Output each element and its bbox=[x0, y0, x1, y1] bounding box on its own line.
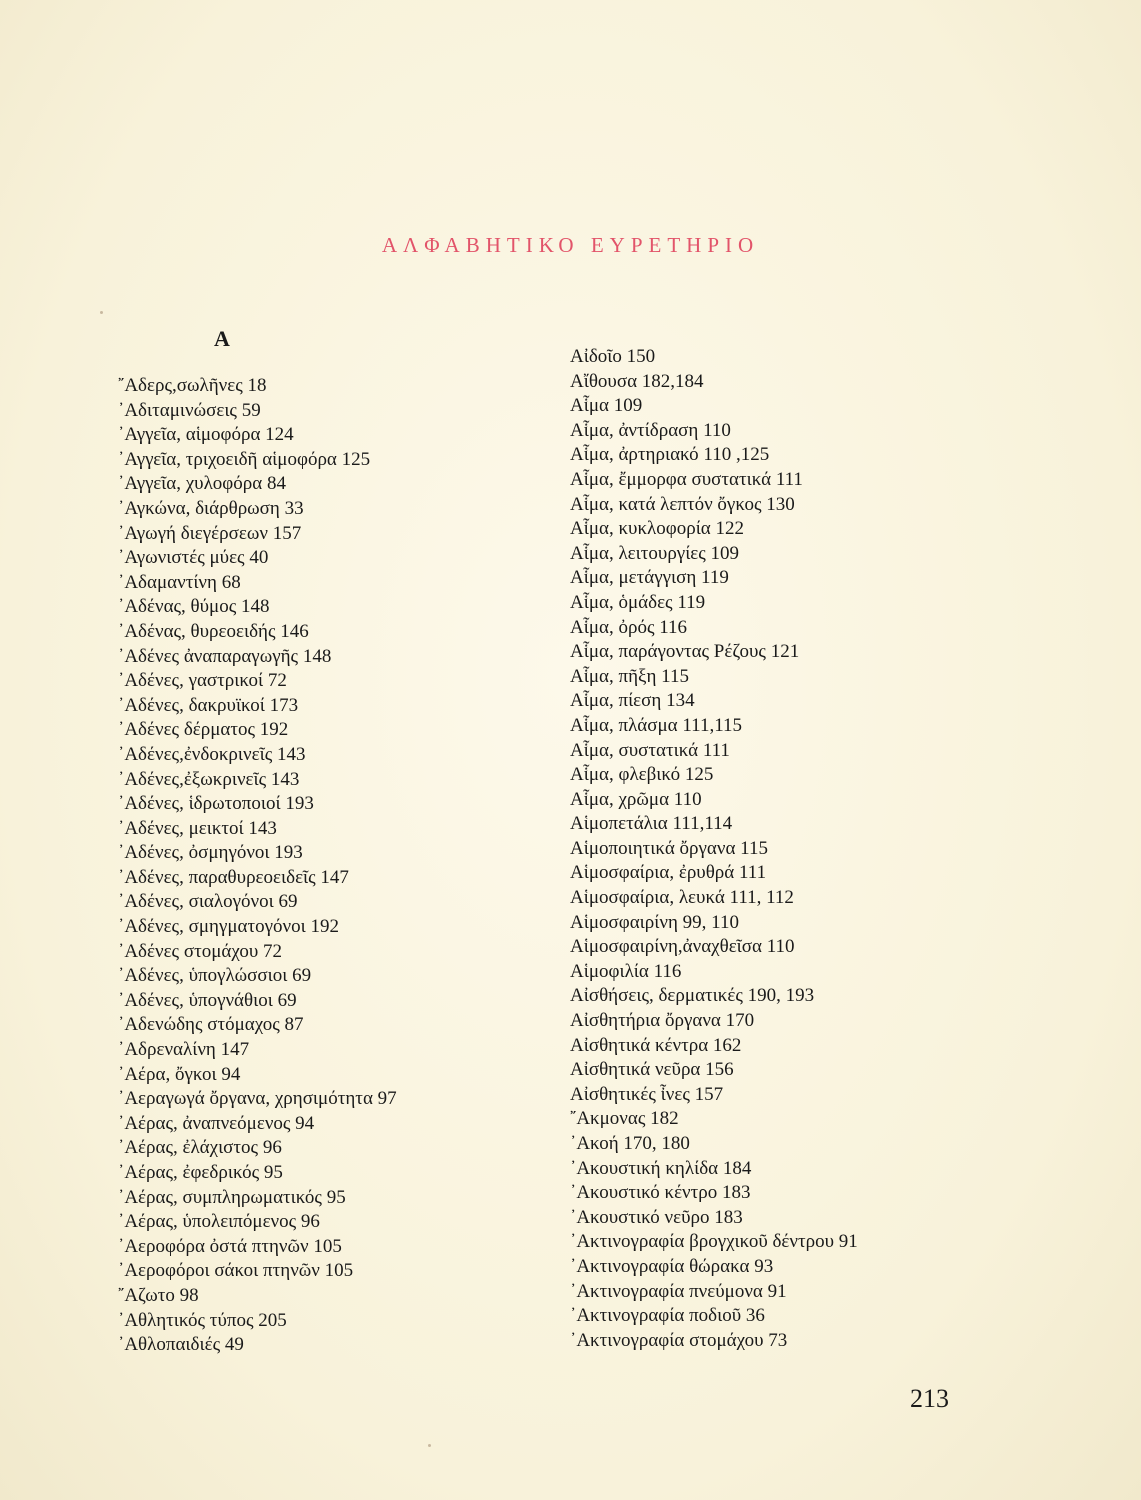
index-entry: ᾿Αδένες, παραθυρεοειδεῖς 147 bbox=[118, 866, 349, 888]
index-entry: Αἰδοῖο 150 bbox=[570, 346, 656, 367]
index-entry: ᾿Αδένες, δακρυϊκοί 173 bbox=[118, 694, 299, 716]
index-entry: ᾿Αδρεναλίνη 147 bbox=[118, 1039, 250, 1061]
index-entry: Αἷμα, συστατικά 111 bbox=[570, 739, 730, 761]
index-entry: ᾿Αθλητικός τύπος 205 bbox=[118, 1309, 287, 1331]
index-entry: ᾿Αγωγή διεγέρσεων 157 bbox=[118, 522, 302, 544]
index-entry: ᾿Αέρας, ὑπολειπόμενος 96 bbox=[118, 1211, 320, 1233]
index-column-left bbox=[118, 374, 528, 1358]
index-entry: Αἷμα, ἀρτηριακό 110 ,125 bbox=[570, 444, 770, 466]
index-entry: ᾿Αέρας, ἐλάχιστος 96 bbox=[118, 1137, 282, 1159]
index-entry: Αἷμα, λειτουργίες 109 bbox=[570, 542, 740, 564]
index-entry: ᾿Ακουστικό κέντρο 183 bbox=[570, 1182, 751, 1204]
index-entry: ᾿Αγωνιστές μύες 40 bbox=[118, 547, 269, 569]
index-entry: ᾿Αδένες δέρματος 192 bbox=[118, 719, 289, 741]
index-entry: Αἰσθητικά νεῦρα 156 bbox=[570, 1059, 734, 1081]
index-entry: ᾿Ακτινογραφία θώρακα 93 bbox=[570, 1255, 774, 1277]
index-entry: Αἷμα, παράγοντας Ρέζους 121 bbox=[570, 641, 800, 663]
index-entry: ᾿Αεραγωγά ὄργανα, χρησιμότητα 97 bbox=[118, 1088, 397, 1110]
index-entry: ῎Αζωτο 98 bbox=[118, 1284, 199, 1306]
index-entry: ᾿Αδένες, ἱδρωτοποιοί 193 bbox=[118, 793, 314, 815]
index-entry: ᾿Αδένας, θυρεοειδής 146 bbox=[118, 620, 309, 642]
index-entry: ᾿Αδένες, ὀσμηγόνοι 193 bbox=[118, 842, 303, 864]
index-entry: Αἴθουσα 182,184 bbox=[570, 370, 704, 392]
index-entry: ῎Αδερς,σωλῆνες 18 bbox=[118, 375, 267, 396]
index-entry: Αἷμα, ὁμάδες 119 bbox=[570, 591, 706, 613]
index-entry: ῎Ακμονας 182 bbox=[570, 1108, 679, 1130]
index-entry: ᾿Αθλοπαιδιές 49 bbox=[118, 1334, 244, 1356]
index-entry: Αἱμοποιητικά ὄργανα 115 bbox=[570, 837, 768, 859]
index-entry: ᾿Αδένες, ὑπογνάθιοι 69 bbox=[118, 989, 297, 1011]
index-entry: Αἱμοσφαιρίνη,ἀναχθεῖσα 110 bbox=[570, 936, 795, 958]
index-entry: ᾿Ακτινογραφία στομάχου 73 bbox=[570, 1329, 788, 1351]
index-entry: ᾿Αεροφόροι σάκοι πτηνῶν 105 bbox=[118, 1260, 354, 1282]
index-entry: Αἰσθήσεις, δερματικές 190, 193 bbox=[570, 985, 815, 1007]
page-number: 213 bbox=[910, 1384, 949, 1413]
index-entry: Αἰσθητήρια ὄργανα 170 bbox=[570, 1010, 755, 1032]
index-entry: ᾿Ακουστικό νεῦρο 183 bbox=[570, 1206, 743, 1228]
index-entry: Αἷμα 109 bbox=[570, 395, 643, 417]
index-entry: ᾿Ακτινογραφία ποδιοῦ 36 bbox=[570, 1305, 765, 1327]
index-entry: Αἱμοσφαίρια, λευκά 111, 112 bbox=[570, 887, 794, 909]
index-entry: ᾿Αγγεῖα, αἱμοφόρα 124 bbox=[118, 424, 294, 446]
index-title: ΑΛΦΑΒΗΤΙΚΟ ΕΥΡΕΤΗΡΙΟ bbox=[381, 233, 760, 257]
index-entry: Αἷμα, κατά λεπτόν ὄγκος 130 bbox=[570, 493, 795, 515]
section-letter: Α bbox=[214, 326, 230, 351]
index-entry: Αἷμα, ἔμμορφα συστατικά 111 bbox=[570, 468, 803, 490]
index-entry: ᾿Ακοή 170, 180 bbox=[570, 1133, 690, 1154]
index-entry: ᾿Αδένες, σιαλογόνοι 69 bbox=[118, 891, 298, 913]
index-entry: Αἷμα, ὀρός 116 bbox=[570, 616, 688, 638]
index-entry: ᾿Ακτινογραφία πνεύμονα 91 bbox=[570, 1280, 787, 1302]
index-entry: Αἰσθητικά κέντρα 162 bbox=[570, 1034, 742, 1056]
index-entry: ᾿Αδένας, θύμος 148 bbox=[118, 596, 270, 618]
index-entry: ᾿Αδένες, μεικτοί 143 bbox=[118, 817, 277, 839]
index-entry: ᾿Αδένες, ὑπογλώσσιοι 69 bbox=[118, 965, 312, 987]
index-entry: ᾿Αδένες στομάχου 72 bbox=[118, 940, 283, 962]
index-entry: ᾿Αδιταμινώσεις 59 bbox=[118, 399, 261, 421]
index-entry: ᾿Αέρας, συμπληρωματικός 95 bbox=[118, 1186, 346, 1208]
index-entry: Αἱμοσφαιρίνη 99, 110 bbox=[570, 911, 739, 933]
index-entry: ᾿Αέρα, ὄγκοι 94 bbox=[118, 1063, 241, 1085]
paper-speck bbox=[428, 1444, 431, 1447]
index-column-right bbox=[570, 345, 1000, 1353]
index-entry: Αἷμα, πῆξη 115 bbox=[570, 665, 689, 687]
index-entry: ᾿Αδένες,ἐνδοκρινεῖς 143 bbox=[118, 743, 306, 765]
index-entry: Αἱμοφιλία 116 bbox=[570, 960, 682, 982]
index-entry: Αἷμα, πίεση 134 bbox=[570, 690, 695, 712]
index-entry: ᾿Ακτινογραφία βρογχικοῦ δέντρου 91 bbox=[570, 1231, 858, 1253]
index-entry: Αἱμοπετάλια 111,114 bbox=[570, 813, 733, 835]
index-entry: ᾿Αγγεῖα, χυλοφόρα 84 bbox=[118, 473, 286, 495]
index-entry: Αἷμα, πλάσμα 111,115 bbox=[570, 714, 743, 736]
index-entry: Αἷμα, κυκλοφορία 122 bbox=[570, 518, 745, 540]
index-entry: ᾿Αδένες, σμηγματογόνοι 192 bbox=[118, 916, 339, 938]
index-entry: ᾿Αγγεῖα, τριχοειδῆ αἱμοφόρα 125 bbox=[118, 448, 371, 470]
index-entry: ᾿Αδένες, γαστρικοί 72 bbox=[118, 670, 287, 692]
index-entry: Αἷμα, ἀντίδραση 110 bbox=[570, 419, 731, 441]
index-entry: Αἷμα, μετάγγιση 119 bbox=[570, 567, 729, 589]
index-entry: ᾿Ακουστική κηλίδα 184 bbox=[570, 1157, 752, 1179]
paper-speck bbox=[100, 311, 103, 314]
index-entry: ᾿Αδενώδης στόμαχος 87 bbox=[118, 1014, 304, 1036]
index-entry: ᾿Αγκώνα, διάρθρωση 33 bbox=[118, 497, 304, 519]
index-entry: Αἷμα, φλεβικό 125 bbox=[570, 764, 714, 786]
index-entry: Αἷμα, χρῶμα 110 bbox=[570, 788, 702, 810]
index-entry: ᾿Αέρας, ἐφεδρικός 95 bbox=[118, 1162, 283, 1183]
index-entry: ᾿Αέρας, ἀναπνεόμενος 94 bbox=[118, 1112, 315, 1134]
index-entry: Αἰσθητικές ἶνες 157 bbox=[570, 1083, 724, 1105]
index-entry: ᾿Αδαμαντίνη 68 bbox=[118, 571, 241, 593]
index-entry: ᾿Αδένες ἀναπαραγωγῆς 148 bbox=[118, 645, 332, 667]
index-entry: ᾿Αεροφόρα ὀστά πτηνῶν 105 bbox=[118, 1235, 342, 1257]
index-entry: Αἱμοσφαίρια, ἐρυθρά 111 bbox=[570, 862, 767, 884]
index-entry: ᾿Αδένες,ἐξωκρινεῖς 143 bbox=[118, 768, 300, 790]
